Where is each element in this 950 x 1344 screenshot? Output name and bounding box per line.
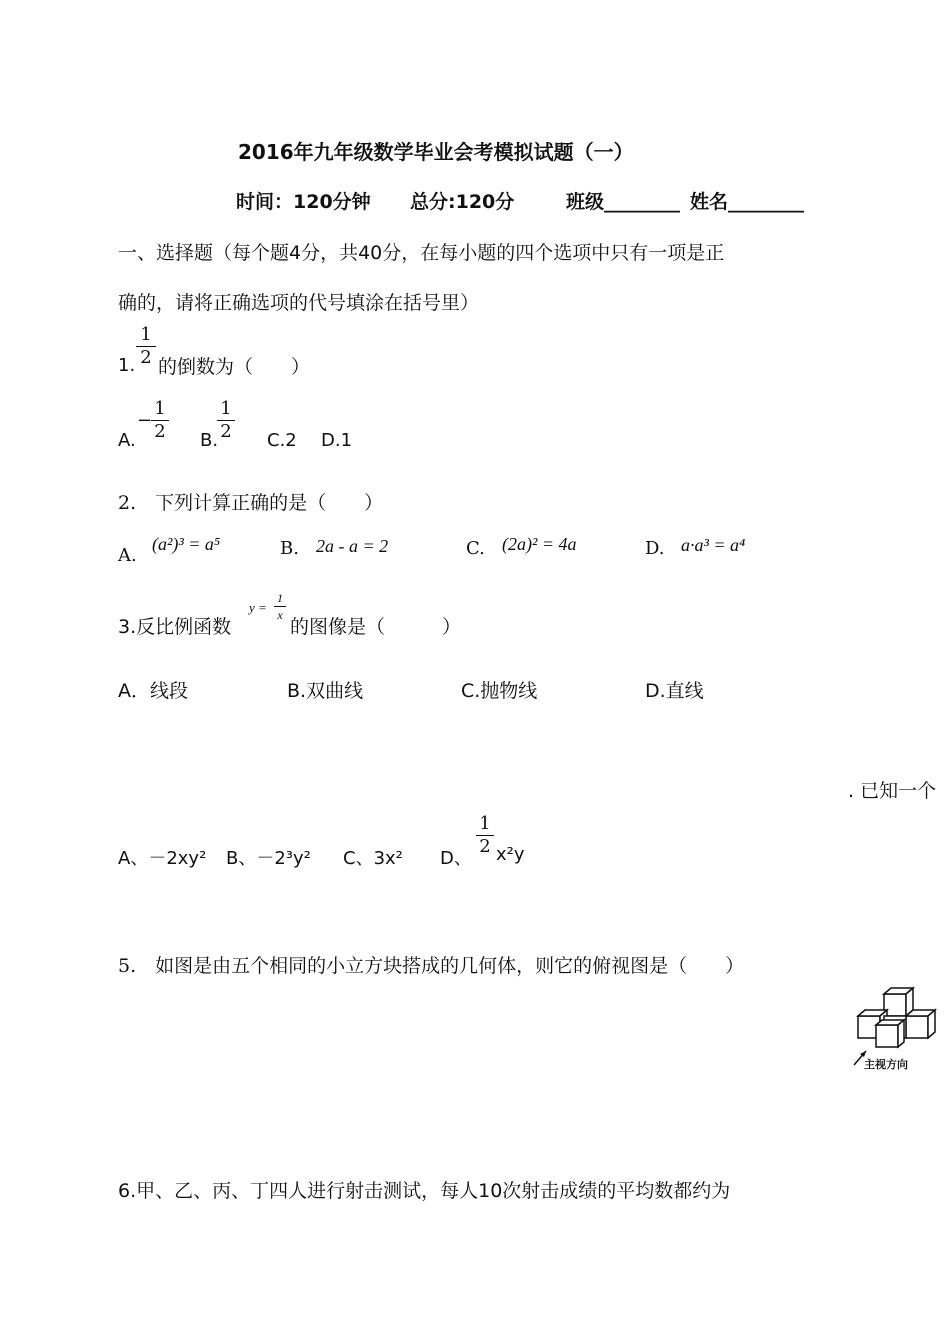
q2-option-a-expr: (a²)³ = a⁵ [152, 534, 221, 554]
section-heading-line2: 确的，请将正确选项的代号填涂在括号里） [118, 292, 480, 314]
q2-stem: 2. 下列计算正确的是（ ） [118, 492, 384, 514]
class-field: 班级________ [566, 191, 681, 213]
q2-option-c-expr: (2a)² = 4a [502, 534, 577, 554]
q1-option-d: D.1 [321, 430, 353, 451]
q1-option-b-fraction [217, 400, 235, 441]
q2-option-c-label: C. [466, 538, 485, 559]
cube-stack-figure [848, 985, 950, 1075]
q3-option-d: D.直线 [645, 680, 704, 702]
q3-option-a: A．线段 [118, 680, 188, 702]
q4-option-c: C、3x² [343, 848, 403, 869]
q3-stem-suffix: 的图像是（ ） [290, 616, 462, 638]
q1-option-c: C.2 [267, 430, 297, 451]
q2-option-a-label: A. [118, 545, 137, 566]
q3-func-den: x [277, 608, 283, 622]
q4-option-d-expr: x²y [496, 844, 525, 865]
page-title: 2016年九年级数学毕业会考模拟试题（一） [238, 140, 634, 164]
q3-stem-prefix: 3.反比例函数 [118, 616, 232, 638]
q1-stem: 的倒数为（ ） [158, 356, 311, 378]
q1-number: 1. [118, 355, 136, 376]
exam-time: 时间：120分钟 [236, 191, 371, 213]
q1-fraction [136, 326, 156, 367]
q4-optd-num: 1 [479, 813, 491, 834]
q1-opta-num: 1 [154, 398, 166, 419]
q3-option-c: C.抛物线 [461, 680, 538, 702]
q3-function-fraction [274, 592, 286, 621]
q2-option-b-expr: 2a - a = 2 [316, 536, 389, 556]
q1-optb-num: 1 [220, 398, 232, 419]
q1-frac-den: 2 [140, 347, 152, 368]
q1-frac-num: 1 [140, 324, 152, 345]
q1-option-a-fraction [151, 400, 169, 441]
q2-option-b-label: B. [280, 538, 299, 559]
q2-option-d-expr: a·a³ = a⁴ [681, 535, 746, 555]
q6-stem: 6.甲、乙、丙、丁四人进行射击测试，每人10次射击成绩的平均数都约为 [118, 1180, 731, 1202]
figure-view-direction-label: 主视方向 [864, 1058, 908, 1071]
q1-opta-den: 2 [154, 421, 166, 442]
q3-function-lhs: y = [249, 600, 267, 615]
q1-option-b-label: B. [200, 430, 219, 451]
q4-option-b: B、－2³y² [226, 848, 311, 869]
q2-option-d-label: D. [645, 538, 665, 559]
q4-stem-cut: . 已知一个 [848, 780, 937, 802]
q5-stem: 5. 如图是由五个相同的小立方块搭成的几何体，则它的俯视图是（ ） [118, 955, 745, 977]
q1-optb-den: 2 [220, 421, 232, 442]
q4-optd-den: 2 [479, 836, 491, 857]
q1-option-a-label: A. [118, 430, 136, 451]
exam-total: 总分:120分 [410, 191, 515, 213]
q1-option-a-minus: − [137, 410, 153, 431]
q3-option-b: B.双曲线 [287, 680, 364, 702]
q4-option-d-fraction [476, 815, 494, 856]
name-field: 姓名________ [690, 191, 805, 213]
section-heading-line1: 一、选择题（每个题4分，共40分，在每小题的四个选项中只有一项是正 [118, 242, 725, 264]
q3-func-num: 1 [277, 591, 283, 605]
q4-option-a: A、－2xy² [118, 848, 207, 869]
q4-option-d-label: D、 [440, 848, 472, 869]
